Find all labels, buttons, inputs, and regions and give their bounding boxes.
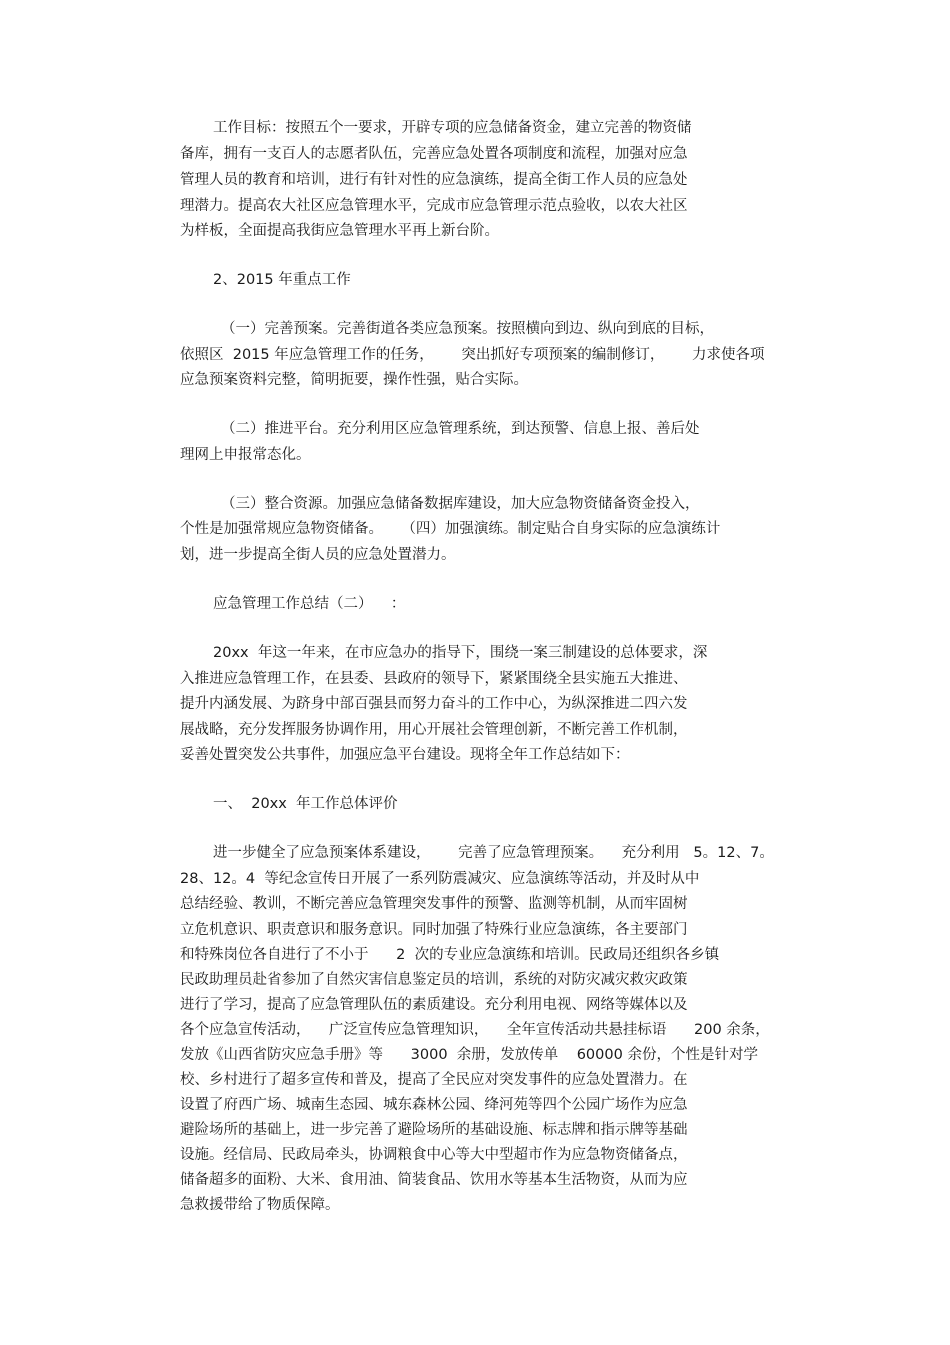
text-line: 理网上申报常态化。 <box>180 447 311 463</box>
text-line: 总结经验、教训，不断完善应急管理突发事件的预警、监测等机制，从而牢固树 <box>180 896 688 912</box>
text-line: 展战略，充分发挥服务协调作用，用心开展社会管理创新，不断完善工作机制， <box>180 722 688 738</box>
text-line: 依照区 2015 年应急管理工作的任务， 突出抓好专项预案的编制修订， 力求使各项 <box>180 347 765 363</box>
text-line: 发放《山西省防灾应急手册》等 3000 余册，发放传单 60000 余份，个性是针对学 <box>180 1047 758 1063</box>
text-line: 为样板，全面提高我街应急管理水平再上新台阶。 <box>180 223 499 239</box>
text-line: 妥善处置突发公共事件，加强应急平台建设。现将全年工作总结如下： <box>180 747 630 763</box>
section-heading: 一、 20xx 年工作总体评价 <box>213 796 398 812</box>
text-line: 28、12。4 等纪念宣传日开展了一系列防震减灾、应急演练等活动，并及时从中 <box>180 871 700 887</box>
text-line: 管理人员的教育和培训，进行有针对性的应急演练，提高全街工作人员的应急处 <box>180 172 688 188</box>
text-line: 设施。经信局、民政局牵头，协调粮食中心等大中型超市作为应急物资储备点， <box>180 1147 688 1163</box>
section-heading: 应急管理工作总结（二） ： <box>213 596 406 612</box>
text-line: 校、乡村进行了超多宣传和普及，提高了全民应对突发事件的应急处置潜力。在 <box>180 1072 688 1088</box>
text-line: （一）完善预案。完善街道各类应急预案。按照横向到边、纵向到底的目标， <box>221 321 714 337</box>
text-line: 应急预案资料完整，简明扼要，操作性强，贴合实际。 <box>180 372 528 388</box>
text-line: 进行了学习，提高了应急管理队伍的素质建设。充分利用电视、网络等媒体以及 <box>180 997 688 1013</box>
text-line: 进一步健全了应急预案体系建设， 完善了应急管理预案。 充分利用 5。12、7。 <box>213 845 774 861</box>
text-line: 入推进应急管理工作，在县委、县政府的领导下，紧紧围绕全县实施五大推进、 <box>180 671 688 687</box>
text-line: 立危机意识、职责意识和服务意识。同时加强了特殊行业应急演练，各主要部门 <box>180 922 688 938</box>
text-line: 各个应急宣传活动， 广泛宣传应急管理知识， 全年宣传活动共悬挂标语 200 余条， <box>180 1022 770 1038</box>
text-line: （二）推进平台。充分利用区应急管理系统，到达预警、信息上报、善后处 <box>221 421 700 437</box>
section-heading: 2、2015 年重点工作 <box>213 272 351 288</box>
text-line: 和特殊岗位各自进行了不小于 2 次的专业应急演练和培训。民政局还组织各乡镇 <box>180 947 720 963</box>
text-line: 个性是加强常规应急物资储备。 （四）加强演练。制定贴合自身实际的应急演练计 <box>180 521 721 537</box>
text-line: 理潜力。提高农大社区应急管理水平，完成市应急管理示范点验收，以农大社区 <box>180 198 688 214</box>
text-line: 提升内涵发展、为跻身中部百强县而努力奋斗的工作中心，为纵深推进二四六发 <box>180 696 688 712</box>
text-line: 民政助理员赴省参加了自然灾害信息鉴定员的培训，系统的对防灾减灾救灾政策 <box>180 972 688 988</box>
text-line: 避险场所的基础上，进一步完善了避险场所的基础设施、标志牌和指示牌等基础 <box>180 1122 688 1138</box>
text-line: 储备超多的面粉、大米、食用油、简装食品、饮用水等基本生活物资，从而为应 <box>180 1172 688 1188</box>
text-line: 设置了府西广场、城南生态园、城东森林公园、绛河苑等四个公园广场作为应急 <box>180 1097 688 1113</box>
text-line: 备库，拥有一支百人的志愿者队伍，完善应急处置各项制度和流程，加强对应急 <box>180 146 688 162</box>
text-line: 急救援带给了物质保障。 <box>180 1197 340 1213</box>
text-line: （三）整合资源。加强应急储备数据库建设，加大应急物资储备资金投入， <box>221 496 700 512</box>
text-line: 划，进一步提高全街人员的应急处置潜力。 <box>180 547 456 563</box>
text-line: 20xx 年这一年来，在市应急办的指导下，围绕一案三制建设的总体要求，深 <box>213 645 708 661</box>
text-line: 工作目标：按照五个一要求，开辟专项的应急储备资金，建立完善的物资储 <box>213 120 692 136</box>
